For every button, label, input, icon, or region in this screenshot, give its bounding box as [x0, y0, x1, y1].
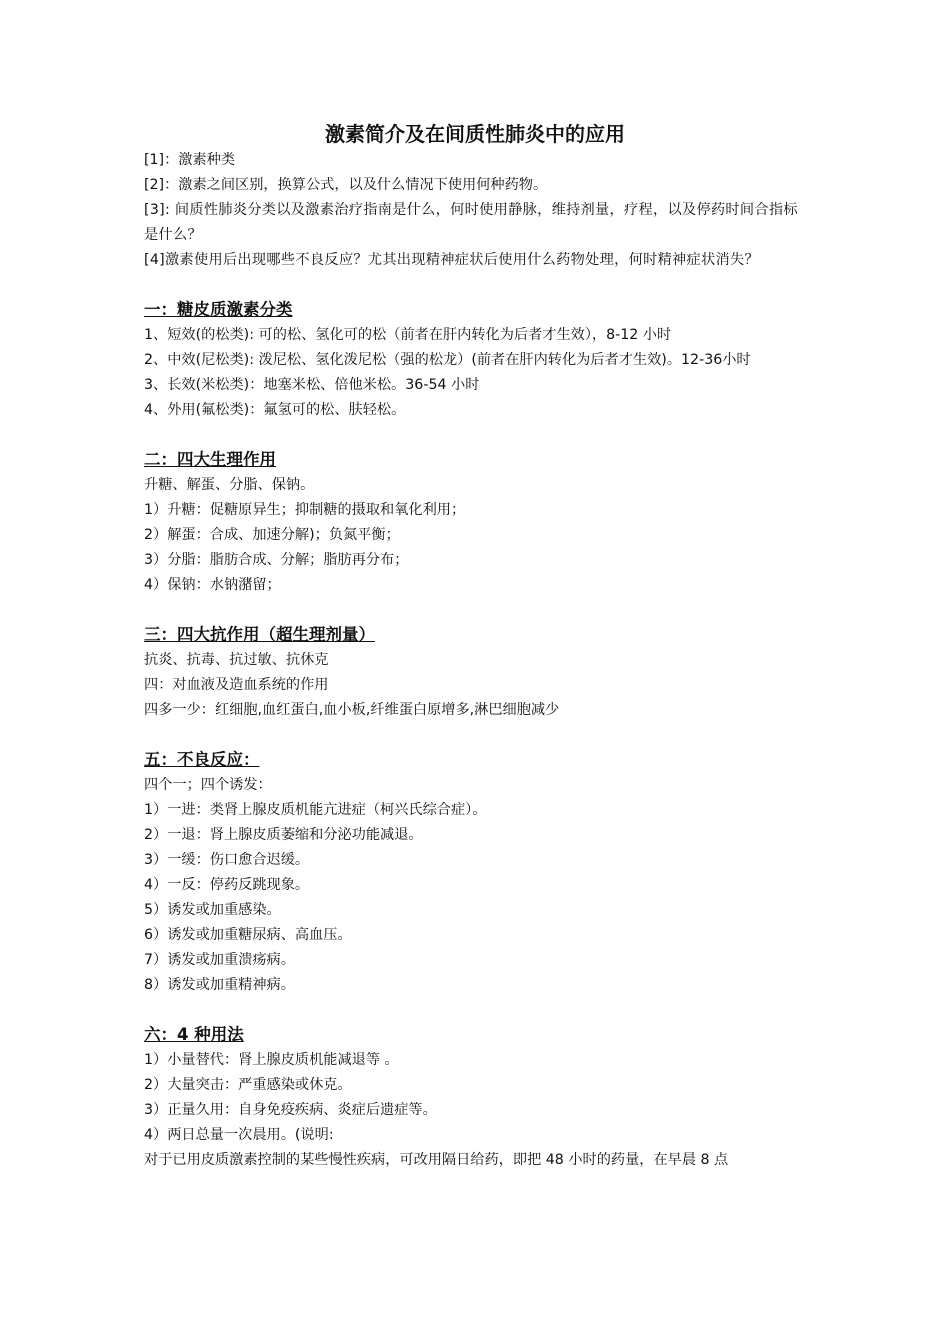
list-item: 升糖、解蛋、分脂、保钠。 — [144, 477, 315, 493]
list-item: 1、短效(的松类): 可的松、氢化可的松（前者在肝内转化为后者才生效），8-12 小时 — [144, 327, 672, 343]
intro-line: [4]激素使用后出现哪些不良反应？尤其出现精神症状后使用什么药物处理，何时精神症状消失？ — [144, 252, 759, 268]
list-item: 2）一退：肾上腺皮质萎缩和分泌功能减退。 — [144, 827, 423, 843]
list-item: 6）诱发或加重糖尿病、高血压。 — [144, 927, 352, 943]
section-heading: 五：不良反应： — [144, 750, 260, 769]
section-heading: 六：4 种用法 — [144, 1025, 244, 1044]
intro-line: [3]: 间质性肺炎分类以及激素治疗指南是什么，何时使用静脉，维持剂量，疗程，以及停药时间合指标是什么？ — [144, 202, 798, 243]
list-item: 3）分脂：脂肪合成、分解；脂肪再分布； — [144, 552, 409, 568]
list-item: 8）诱发或加重精神病。 — [144, 977, 295, 993]
list-item: 4、外用(氟松类)：氟氢可的松、肤轻松。 — [144, 402, 406, 418]
list-item: 对于已用皮质激素控制的某些慢性疾病，可改用隔日给药，即把 48 小时的药量，在早晨 8 点 — [144, 1152, 729, 1168]
list-item: 抗炎、抗毒、抗过敏、抗休克 — [144, 652, 329, 668]
list-item: 4）一反：停药反跳现象。 — [144, 877, 310, 893]
document-title: 激素简介及在间质性肺炎中的应用 — [325, 122, 625, 146]
list-item: 4）保钠：水钠潴留； — [144, 577, 281, 593]
list-item: 5）诱发或加重感染。 — [144, 902, 281, 918]
section-heading: 一：糖皮质激素分类 — [144, 300, 293, 319]
list-item: 四：对血液及造血系统的作用 — [144, 677, 329, 693]
intro-line: [1]：激素种类 — [144, 152, 236, 168]
section-heading: 二：四大生理作用 — [144, 450, 276, 469]
section-heading: 三：四大抗作用（超生理剂量） — [144, 625, 375, 644]
list-item: 2、中效(尼松类): 泼尼松、氢化泼尼松（强的松龙）(前者在肝内转化为后者才生效)。12-36小时 — [144, 352, 751, 368]
document-body — [144, 148, 810, 1173]
list-item: 3）一缓：伤口愈合迟缓。 — [144, 852, 310, 868]
list-item: 1）一进：类肾上腺皮质机能亢进症（柯兴氏综合症）。 — [144, 802, 487, 818]
list-item: 1）升糖：促糖原异生；抑制糖的摄取和氧化利用； — [144, 502, 466, 518]
intro-line: [2]：激素之间区别，换算公式，以及什么情况下使用何种药物。 — [144, 177, 548, 193]
list-item: 1）小量替代：肾上腺皮质机能减退等 。 — [144, 1052, 399, 1068]
list-item: 2）解蛋：合成、加速分解)；负氮平衡； — [144, 527, 400, 543]
list-item: 4）两日总量一次晨用。(说明: — [144, 1127, 334, 1143]
list-item: 四多一少：红细胞,血红蛋白,血小板,纤维蛋白原增多,淋巴细胞减少 — [144, 702, 560, 718]
list-item: 7）诱发或加重溃疡病。 — [144, 952, 295, 968]
list-item: 四个一；四个诱发： — [144, 777, 272, 793]
list-item: 3、长效(米松类)：地塞米松、倍他米松。36-54 小时 — [144, 377, 480, 393]
list-item: 3）正量久用：自身免疫疾病、炎症后遗症等。 — [144, 1102, 437, 1118]
list-item: 2）大量突击：严重感染或休克。 — [144, 1077, 352, 1093]
